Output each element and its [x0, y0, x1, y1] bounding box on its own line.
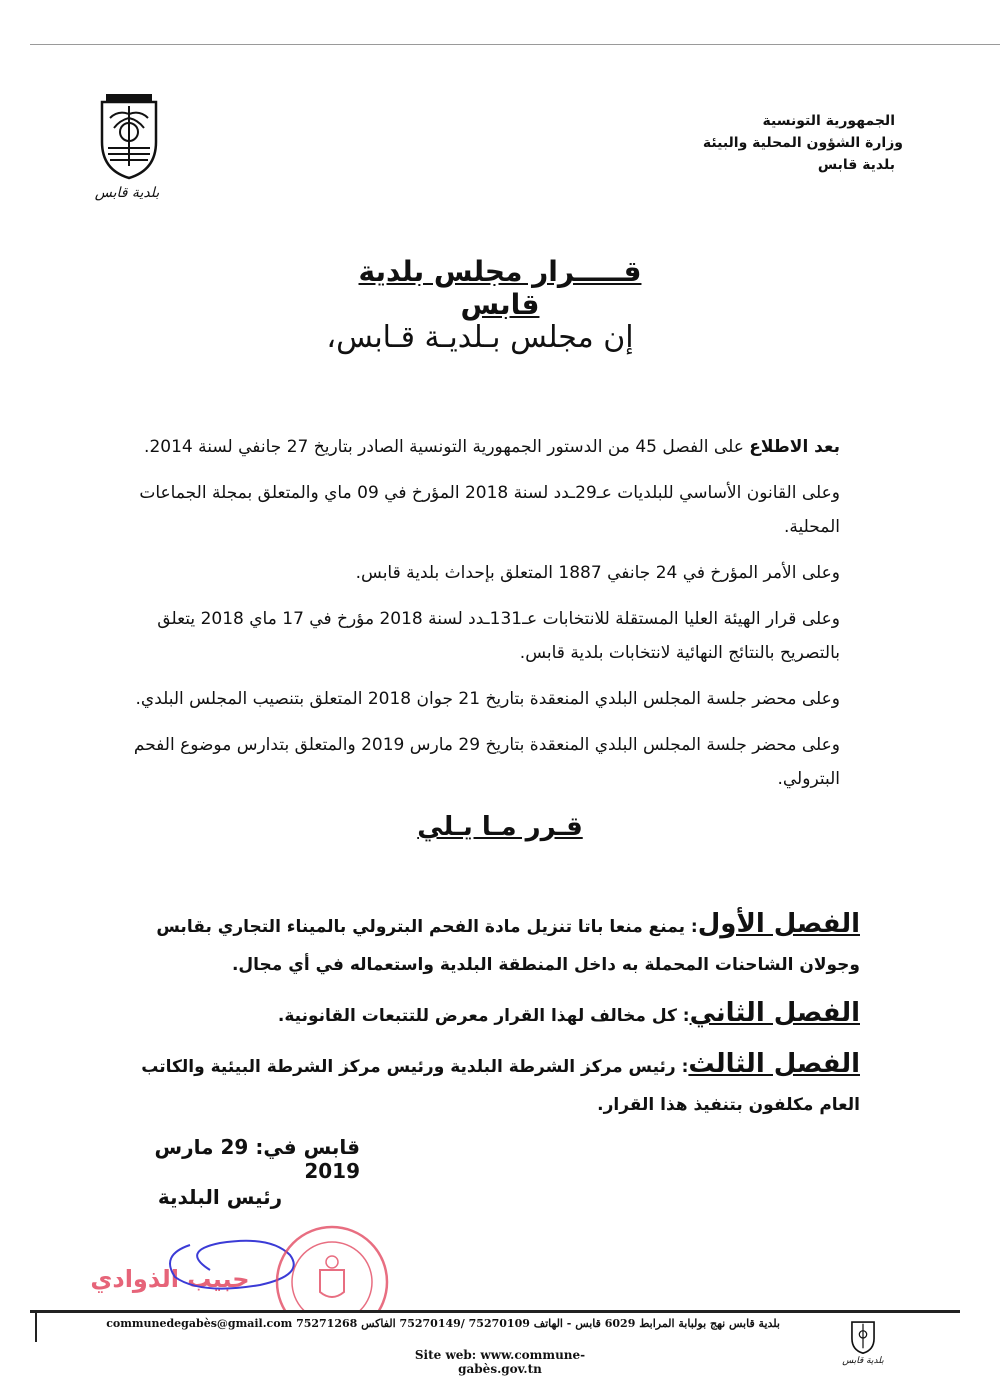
document-title: قـــــرار مجلس بلدية قابس: [358, 255, 642, 321]
signatory-name: حبيب الذوادي: [90, 1265, 250, 1293]
ministry-name: وزارة الشؤون المحلية والبيئة: [702, 135, 903, 151]
municipality-logo: [98, 92, 160, 180]
footer-logo: [850, 1318, 876, 1358]
republic-name: الجمهورية التونسية: [762, 113, 895, 129]
top-rule: [30, 44, 1000, 45]
recital-5: وعلى محضر جلسة المجلس البلدي المنعقدة بتاريخ 21 جوان 2018 المتعلق بتنصيب المجلس البلدي.: [135, 689, 840, 709]
article-2: الفصل الثاني: كل مخالف لهذا القرار معرض للتتبعات القانونية.: [277, 998, 860, 1028]
article-1: الفصل الأول: يمنع منعا باتا تنزيل مادة الفحم البترولي بالميناء التجاري بقابس وجولان الشاحنات المحملة به داخل المنطقة البلدية واستعماله في أي مجال.: [156, 909, 860, 975]
place-and-date: قابس في: 29 مارس 2019: [154, 1135, 360, 1183]
issuing-authority: [575, 110, 903, 176]
recital-3: وعلى الأمر المؤرخ في 24 جانفي 1887 المتعلق بإحداث بلدية قابس.: [355, 563, 840, 583]
municipality-name: بلدية قابس: [817, 157, 895, 173]
official-stamp: [270, 1220, 390, 1310]
footer-logo-caption: بلدية قابس: [842, 1356, 884, 1366]
footer-rule: [30, 1310, 960, 1313]
document-subtitle: إن مجلس بـلديـة قـابس،: [326, 320, 634, 355]
footer-website: Site web: www.commune-gabès.gov.tn: [414, 1348, 586, 1376]
logo-caption: بلدية قابس: [94, 185, 160, 201]
footer-address: بلدية قابس نهج بولبابة المرابط 6029 قابس - الهاتف 75270109 /75270149 الفاكس 75271268 communedegabès@gmail.com: [106, 1317, 780, 1330]
recital-2: وعلى القانون الأساسي للبلديات عـ29ـدد لسنة 2018 المؤرخ في 09 ماي والمتعلق بمجلة الجماعات المحلية.: [139, 483, 840, 537]
footer-tick: [35, 1310, 37, 1342]
mayor-title: رئيس البلدية: [157, 1185, 283, 1209]
decision-heading: قـرر مـا يـلي: [417, 812, 583, 842]
recital-4: وعلى قرار الهيئة العليا المستقلة للانتخابات عـ131ـدد لسنة 2018 مؤرخ في 17 ماي 2018 يتعلق بالتصريح بالنتائج النهائية لانتخابات بلدية قابس.: [157, 609, 840, 663]
article-3: الفصل الثالث: رئيس مركز الشرطة البلدية ورئيس مركز الشرطة البيئية والكاتب العام مكلفون بتنفيذ هذا القرار.: [141, 1049, 860, 1115]
recital-1: بعد الاطلاع على الفصل 45 من الدستور الجمهورية التونسية الصادر بتاريخ 27 جانفي لسنة 2014.: [144, 437, 840, 457]
articles: [120, 905, 860, 1134]
recital-6: وعلى محضر جلسة المجلس البلدي المنعقدة بتاريخ 29 مارس 2019 والمتعلق بتدارس موضوع الفحم البترولي.: [133, 735, 840, 789]
recitals: [120, 430, 840, 808]
